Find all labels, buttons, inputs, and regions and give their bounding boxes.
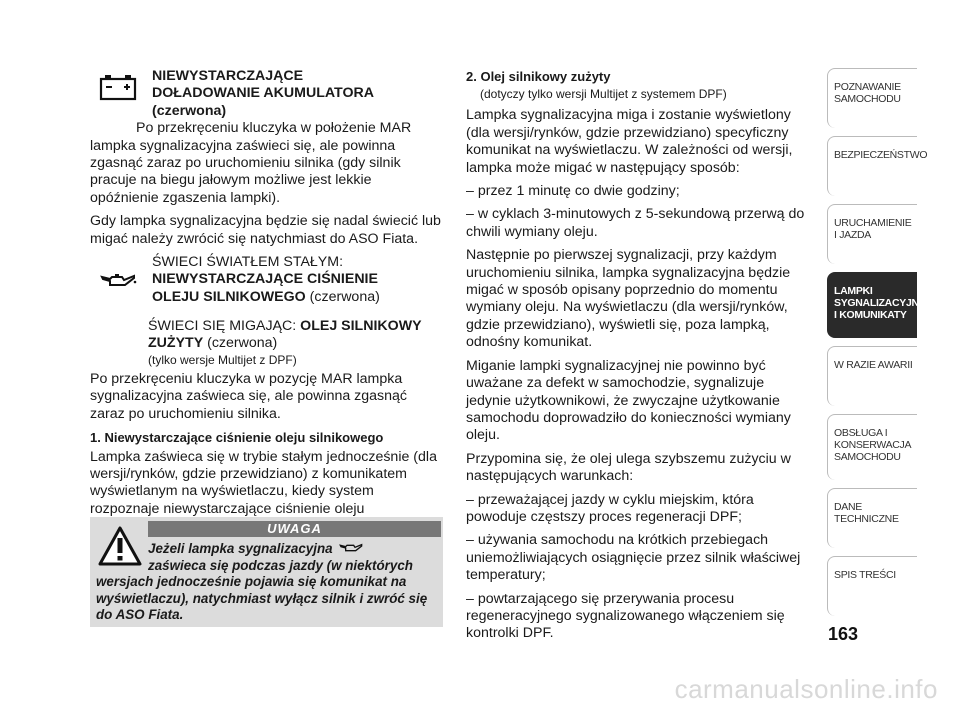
section-heading-2: 2. Olej silnikowy zużyty — [466, 69, 611, 84]
right-paragraph-9: – powtarzającego się przerywania procesu regeneracyjnego sygnalizowanego włączeniem się kontrolki DPF. — [466, 590, 785, 642]
oil-can-icon — [98, 266, 138, 296]
oil-blink-block — [90, 318, 442, 367]
right-paragraph-7: – przeważającej jazdy w cyklu miejskim, która powoduje częstszy proces regeneracji DPF; — [466, 491, 754, 525]
page-number: 163 — [828, 624, 859, 644]
right-paragraph-2: – przez 1 minutę co dwie godziny; — [466, 183, 680, 200]
oil-blink-label: ŚWIECI SIĘ MIGAJĄC: — [148, 318, 301, 335]
warning-body: zaświeca się podczas jazdy (w niektórych wersjach jednocześnie pojawia się komunikat na wyświetlaczu), natychmiast wyłącz silnik i zwróć się do ASO Fiata. — [96, 557, 428, 622]
right-paragraph-4: Następnie po pierwszej sygnalizacji, przy każdym uruchomieniu silnika, lampka sygnalizacyjna będzie migać w sposób opisany poprzednio do momentu wymiany oleju. Na wyświetlaczu (dla wersji/rynków, gdzie przewidziano), wyświetli się, poza lampką, odnośny komunikat. — [466, 247, 791, 351]
tab-lampki-active[interactable]: LAMPKI SYGNALIZACYJNE I KOMUNIKATY — [827, 272, 917, 338]
left-column — [90, 68, 442, 542]
oil-pressure-block — [90, 254, 442, 312]
oil-blink-title: OLEJ SILNIKOWY — [300, 318, 422, 335]
tab-uruchamienie[interactable]: URUCHAMIENIE I JAZDA — [827, 204, 917, 264]
warning-box — [90, 517, 443, 627]
oil-paragraph-2: Lampka zaświeca się w trybie stałym jednocześnie (dla wersji/rynków, gdzie przewidziano) z komunikatem wyświetlanym na wyświetlaczu, kiedy system rozpoznaje niewystarczające ciśnienie oleju — [90, 448, 437, 517]
warning-text — [96, 541, 436, 624]
oil-steady-title-2: OLEJU SILNIKOWEGO — [152, 288, 306, 305]
right-column — [466, 68, 812, 649]
chapter-tabs — [827, 68, 928, 624]
oil-blink-note: (tylko wersje Multijet z DPF) — [148, 352, 297, 367]
battery-paragraph-2: Gdy lampka sygnalizacyjna będzie się nadal świecić lub migać należy zwrócić się natychmiast do ASO Fiata. — [90, 213, 441, 247]
right-paragraph-3: – w cyklach 3-minutowych z 5-sekundową przerwą do chwili wymiany oleju. — [466, 206, 805, 240]
tab-bezpieczenstwo[interactable]: BEZPIECZEŃSTWO — [827, 136, 917, 196]
right-paragraph-6: Przypomina się, że olej ulega szybszemu zużyciu w następujących warunkach: — [466, 450, 791, 485]
tab-obsluga[interactable]: OBSŁUGA I KONSERWACJA SAMOCHODU — [827, 414, 917, 480]
tab-poznawanie[interactable]: POZNAWANIE SAMOCHODU — [827, 68, 917, 128]
right-paragraph-5: Miganie lampki sygnalizacyjnej nie powinno być uważane za defekt w samochodzie, sygnalizuje jedynie użytkownikowi, że zwyczajne użytkowanie samochodu doprowadziło do konieczności wymiany oleju. — [466, 357, 791, 444]
oil-can-inline-icon — [336, 542, 366, 554]
tab-w-razie-awarii[interactable]: W RAZIE AWARII — [827, 346, 917, 406]
tab-spis-tresci[interactable]: SPIS TREŚCI — [827, 556, 917, 616]
oil-steady-color: (czerwona) — [305, 288, 380, 305]
watermark: carmanualsonline.info — [674, 674, 938, 704]
battery-warning-block — [90, 68, 442, 120]
oil-steady-label: ŚWIECI ŚWIATŁEM STAŁYM: — [152, 254, 344, 271]
battery-paragraph-1: Po przekręceniu kluczyka w położenie MAR lampka sygnalizacyjna zaświeci się, ale powinna zgasnąć zaraz po uruchomieniu silnika (gdy silnik pracuje na biegu jałowym możliwe jest lekkie opóźnienie zgaszenia lampki). — [90, 120, 412, 206]
warning-label: UWAGA — [148, 521, 441, 537]
section-heading-2-sub: (dotyczy tylko wersji Multijet z systemem DPF) — [480, 87, 727, 102]
right-paragraph-8: – używania samochodu na krótkich przebiegach uniemożliwiających osiągnięcie przez silnik właściwej temperatury; — [466, 532, 801, 584]
oil-blink-title-2: ZUŻYTY — [148, 335, 204, 352]
battery-title-1: NIEWYSTARCZAJĄCE — [152, 68, 304, 84]
battery-title-2: DOŁADOWANIE AKUMULATORA — [152, 85, 374, 102]
tab-dane-techniczne[interactable]: DANE TECHNICZNE — [827, 488, 917, 548]
oil-steady-title: NIEWYSTARCZAJĄCE CIŚNIENIE — [152, 271, 378, 288]
section-heading-1: 1. Niewystarczające ciśnienie oleju silnikowego — [90, 430, 384, 446]
right-paragraph-1: Lampka sygnalizacyjna miga i zostanie wyświetlony (dla wersji/rynków, gdzie przewidziano) specyficzny komunikat na wyświetlaczu. W zależności od wersji, lampka może migać w następujący sposób: — [466, 107, 793, 176]
oil-paragraph-1: Po przekręceniu kluczyka w pozycję MAR lampka sygnalizacyjna zaświeca się, ale powinna zgasnąć zaraz po uruchomieniu silnika. — [90, 370, 408, 422]
warning-lead: Jeżeli lampka sygnalizacyjna — [148, 541, 333, 556]
oil-blink-color: (czerwona) — [203, 335, 278, 352]
battery-title-3: (czerwona) — [152, 102, 227, 119]
battery-icon — [98, 72, 138, 102]
